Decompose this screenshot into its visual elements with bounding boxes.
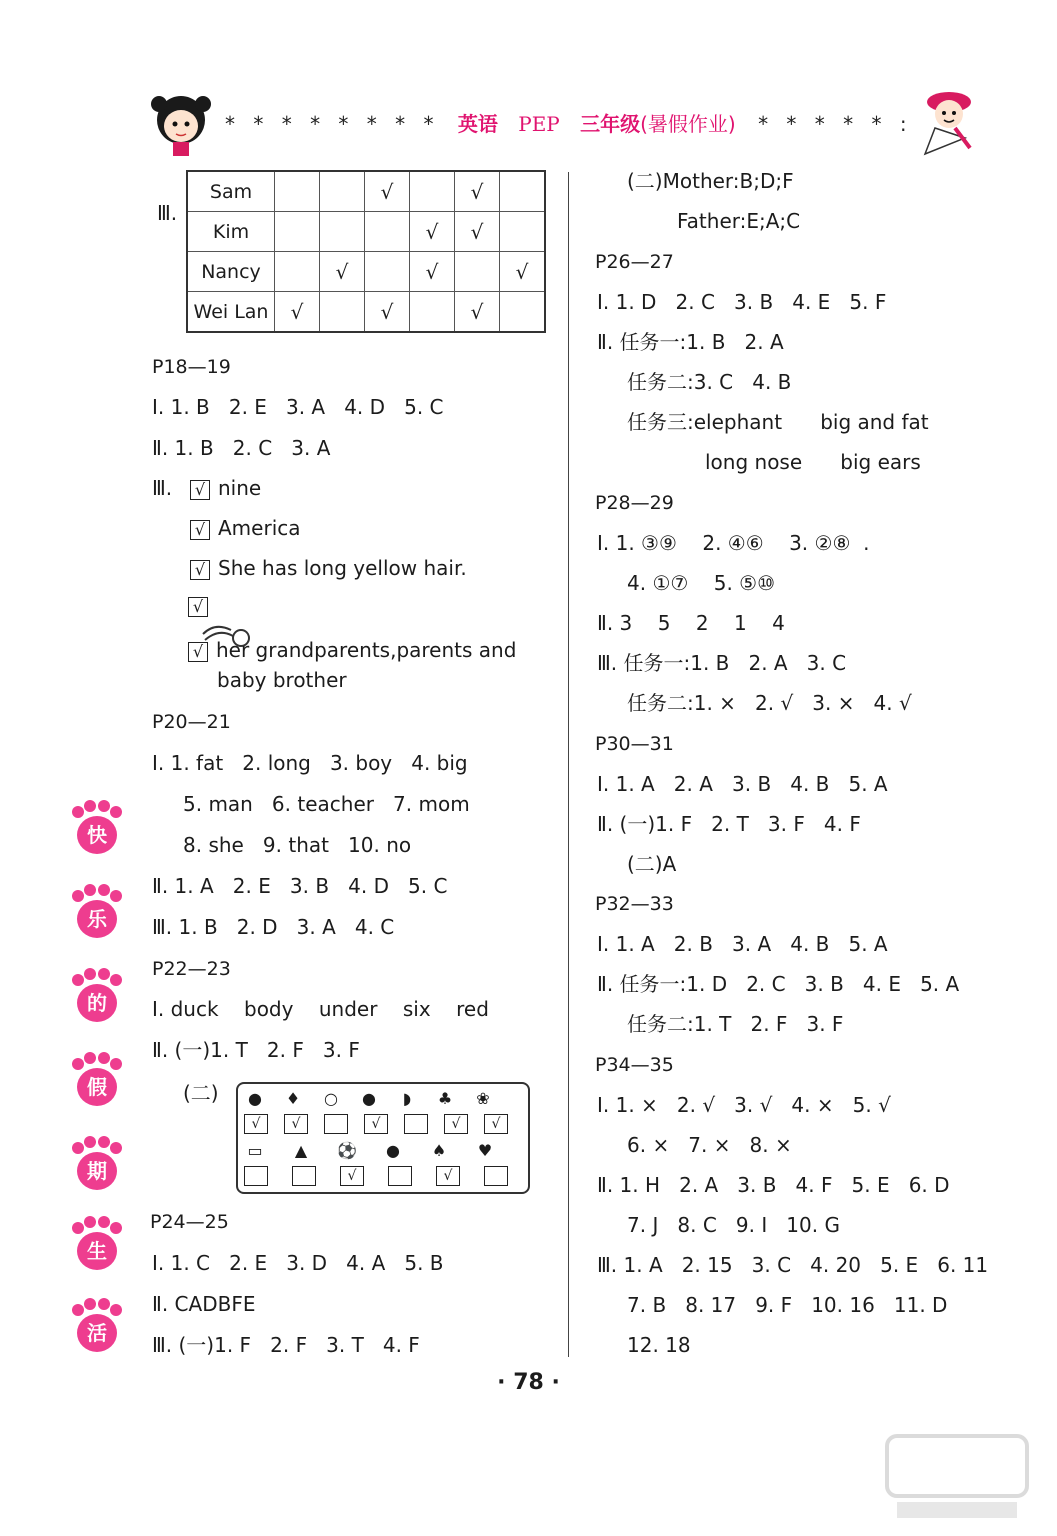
page-number: · 78 · [497,1370,560,1395]
section-heading-p20: P20—21 [152,711,231,733]
picture-checkbox: √ [484,1114,508,1134]
section-heading-p28: P28—29 [595,492,674,514]
header-grade: 三年级 [580,112,641,136]
banana-icon: ◗ [402,1089,412,1108]
answer-line: 4. ①⑦ 5. ⑤⑩ [627,571,776,595]
answer-line: Ⅰ. 1. C 2. E 3. D 4. A 5. B [152,1251,444,1275]
picture-checkbox: √ [444,1114,468,1134]
checked-option-label: nine [218,476,262,500]
header-stars-right: * * * * * : [758,112,913,136]
answer-line: Ⅱ. 1. B 2. C 3. A [152,436,331,460]
answer-line: Ⅰ. 1. B 2. E 3. A 4. D 5. C [152,395,444,419]
table-cell [275,171,320,212]
checkbox-checked-icon: √ [190,520,210,540]
checked-option [190,475,261,501]
picture-checkbox: √ [284,1114,308,1134]
checkbox-row [244,1114,508,1134]
table-cell-name: Sam [187,171,275,212]
watermark-logo-icon [877,1426,1037,1526]
answer-line: Ⅰ. 1. fat 2. long 3. boy 4. big [152,751,468,775]
answer-line: Ⅲ. 1. B 2. D 3. A 4. C [152,915,395,939]
picture-checkbox [292,1166,316,1186]
table-label: Ⅲ. [157,201,178,225]
answer-line: 5. man 6. teacher 7. mom [183,792,470,816]
elephant-icon: ♠ [431,1141,447,1160]
section-heading-p18: P18—19 [152,356,231,378]
picture-checkbox [388,1166,412,1186]
answer-line: Ⅰ. duck body under six red [152,997,489,1021]
paw-badge [72,800,122,860]
picture-checkbox: √ [340,1166,364,1186]
answer-line: Father:E;A;C [677,209,801,233]
table-cell: √ [455,171,500,212]
answer-line: 任务二:1. T 2. F 3. F [627,1012,844,1036]
checked-option-label: her grandparents,parents and [216,638,517,662]
answer-table [186,170,546,333]
header-note: (暑假作业) [640,112,736,136]
table-row [187,292,545,333]
paw-badge-label: 期 [77,1152,117,1190]
picture-checkbox: √ [244,1114,268,1134]
section-heading-p34: P34—35 [595,1054,674,1076]
table-cell: √ [410,252,455,292]
girl-mascot-icon [145,88,217,160]
table-cell: √ [500,252,546,292]
table-cell: √ [455,212,500,252]
paw-badge [72,1052,122,1112]
answer-line: Ⅱ. (一)1. T 2. F 3. F [152,1038,360,1062]
grape-bunch-icon: ❀ [476,1089,490,1108]
answer-line: Ⅲ. (一)1. F 2. F 3. T 4. F [152,1333,420,1357]
section-heading-p26: P26—27 [595,251,674,273]
section-heading-p24: P24—25 [150,1211,229,1233]
table-cell: √ [275,292,320,333]
table-cell: √ [365,292,410,333]
answer-line: Ⅰ. 1. A 2. B 3. A 4. B 5. A [597,932,888,956]
header-edition: PEP [518,112,560,136]
column-divider [568,172,569,1357]
answer-line: Ⅱ. 任务一:1. D 2. C 3. B 4. E 5. A [597,972,960,996]
paw-badge-label: 乐 [77,900,117,938]
answer-line: 任务二:1. × 2. √ 3. × 4. √ [627,691,912,715]
paw-badge [72,1136,122,1196]
checked-option [190,515,301,541]
paw-badge-label: 生 [77,1232,117,1270]
table-cell: √ [365,171,410,212]
header-stars-left: * * * * * * * * [225,112,440,136]
picture-checkbox: √ [364,1114,388,1134]
table-cell [410,292,455,333]
ball-icon: ⚽ [337,1141,357,1160]
picture-checkbox [244,1166,268,1186]
table-cell [275,252,320,292]
apple-icon: ● [248,1089,262,1108]
answer-line: 任务二:3. C 4. B [627,370,792,394]
section-heading-p30: P30—31 [595,733,674,755]
grapes-icon: ● [362,1089,376,1108]
table-cell: √ [410,212,455,252]
checkbox-checked-icon: √ [190,560,210,580]
section-heading-p22: P22—23 [152,958,231,980]
table-cell [365,212,410,252]
picture-checkbox [484,1166,508,1186]
cake-icon: ○ [324,1089,338,1108]
table-row [187,171,545,212]
answer-line: 任务三:elephant big and fat [627,410,929,434]
table-cell [500,171,546,212]
checked-option-label: She has long yellow hair. [218,556,467,580]
picture-row [244,1088,494,1110]
answer-line: Ⅱ. 1. A 2. E 3. B 4. D 5. C [152,874,448,898]
answer-line: Ⅰ. 1. D 2. C 3. B 4. E 5. F [597,290,887,314]
pear-icon: ♣ [437,1089,453,1108]
section-heading-p32: P32—33 [595,893,674,915]
answer-line: Ⅱ. 1. H 2. A 3. B 4. F 5. E 6. D [597,1173,950,1197]
answer-line: (二)A [627,852,677,876]
table-cell: √ [320,252,365,292]
checkbox-checked-icon: √ [188,597,208,617]
answer-line: 7. B 8. 17 9. F 10. 16 11. D [627,1293,948,1317]
answer-line-prefix: Ⅲ. [152,476,173,500]
table-cell [275,212,320,252]
checked-option [190,555,467,581]
checkbox-row [244,1166,508,1186]
answer-line: 8. she 9. that 10. no [183,833,412,857]
picture-choice-box [236,1082,530,1194]
table-cell [320,212,365,252]
table-cell [500,212,546,252]
rabbit-icon: ♥ [477,1141,493,1160]
answer-line: Ⅰ. 1. A 2. A 3. B 4. B 5. A [597,772,888,796]
answer-line: Ⅰ. 1. ③⑨ 2. ④⑥ 3. ②⑧ . [597,531,870,555]
answer-line: Ⅲ. 任务一:1. B 2. A 3. C [597,651,847,675]
picture-checkbox [404,1114,428,1134]
paw-badge-label: 快 [77,816,117,854]
table-cell-name: Kim [187,212,275,252]
answer-line: Ⅱ. 任务一:1. B 2. A [597,330,784,354]
answer-line: (二) [183,1081,219,1105]
ice-cream-icon: ▲ [294,1141,308,1160]
paw-badge-label: 活 [77,1314,117,1352]
answer-line: Ⅱ. (一)1. F 2. T 3. F 4. F [597,812,861,836]
table-cell-name: Wei Lan [187,292,275,333]
table-cell-name: Nancy [187,252,275,292]
paw-badge [72,968,122,1028]
paw-badge-label: 的 [77,984,117,1022]
paw-badge-label: 假 [77,1068,117,1106]
paw-badge [72,1216,122,1276]
answer-line: Ⅱ. 3 5 2 1 4 [597,611,785,635]
checked-option-label: America [218,516,301,540]
answer-line: 12. 18 [627,1333,691,1357]
table-cell [365,252,410,292]
picture-checkbox [324,1114,348,1134]
header-subject: 英语 [457,112,498,136]
picture-row [244,1140,496,1162]
picture-checkbox: √ [436,1166,460,1186]
checkbox-checked-icon: √ [188,642,208,662]
paw-badge [72,884,122,944]
car-icon: ▭ [247,1141,263,1160]
table-cell [455,252,500,292]
table-row [187,252,545,292]
panda-icon: ● [386,1141,400,1160]
answer-line: 7. J 8. C 9. I 10. G [627,1213,840,1237]
table-cell: √ [455,292,500,333]
answer-line: Ⅲ. 1. A 2. 15 3. C 4. 20 5. E 6. 11 [597,1253,989,1277]
table-row [187,212,545,252]
page-header [225,108,913,137]
table-cell [320,292,365,333]
strawberry-icon: ♦ [285,1089,301,1108]
checkbox-checked-icon: √ [190,480,210,500]
table-cell [500,292,546,333]
table-cell [320,171,365,212]
table-cell [410,171,455,212]
answer-line: long nose big ears [705,450,921,474]
answer-line: (二)Mother:B;D;F [627,169,794,193]
answer-line: Ⅰ. 1. × 2. √ 3. √ 4. × 5. √ [597,1093,891,1117]
answer-line: Ⅱ. CADBFE [152,1292,256,1316]
answer-line: baby brother [217,668,347,692]
answer-line: 6. × 7. × 8. × [627,1133,792,1157]
checked-option [188,637,516,663]
boy-mascot-icon [905,88,980,160]
paw-badge [72,1298,122,1358]
